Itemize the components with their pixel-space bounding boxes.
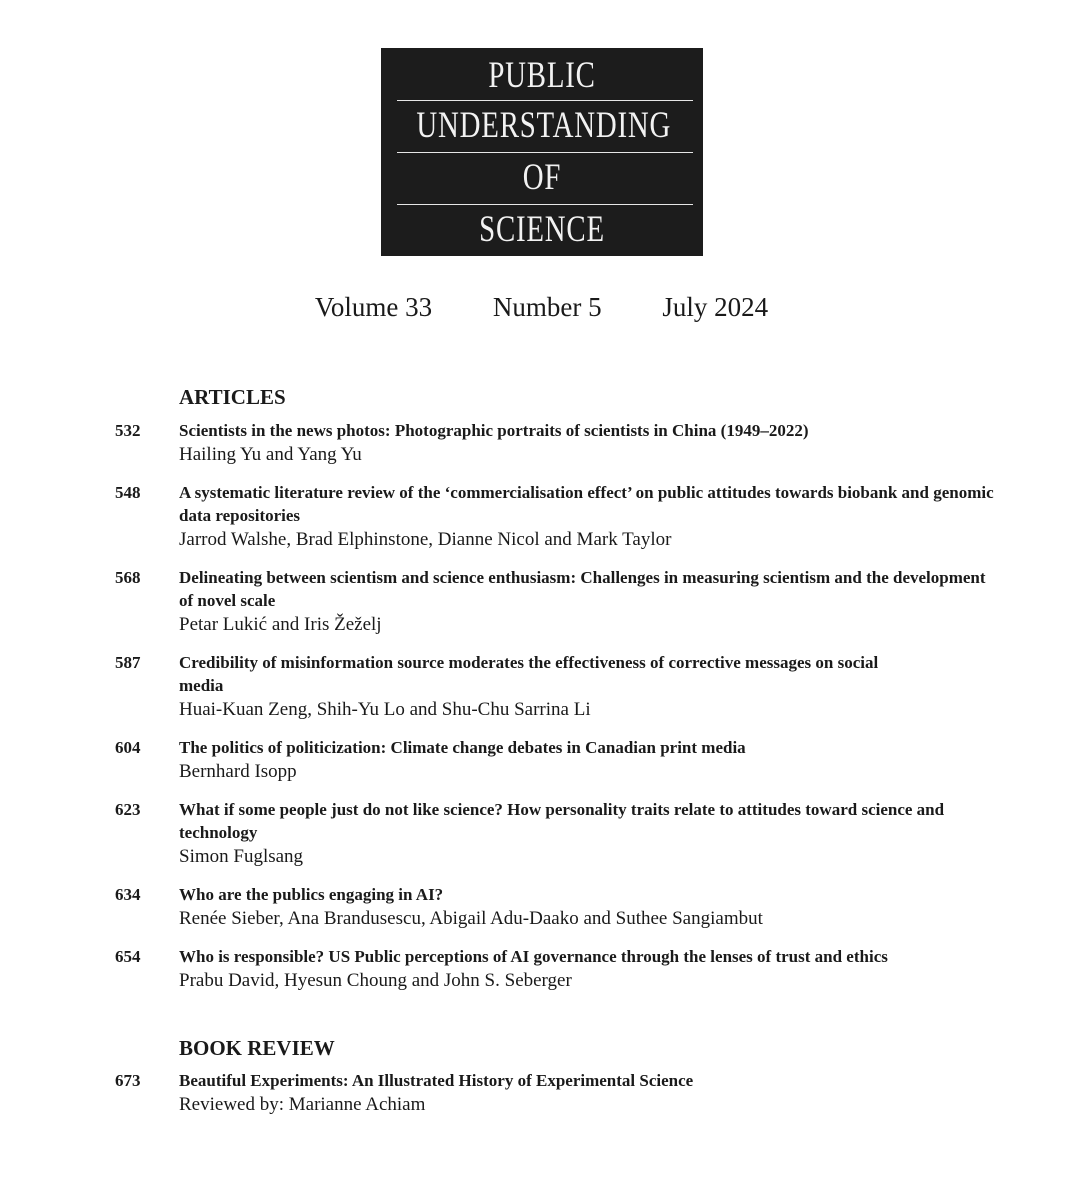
toc-entry xyxy=(115,566,995,637)
toc-entry xyxy=(115,419,995,467)
masthead-rule-2 xyxy=(397,152,693,153)
page-number: 604 xyxy=(115,738,141,757)
article-authors: Jarrod Walshe, Brad Elphinstone, Dianne Nicol and Mark Taylor xyxy=(179,529,672,550)
journal-masthead xyxy=(381,48,703,256)
page-number: 532 xyxy=(115,421,141,440)
article-title: Who is responsible? US Public perceptions of AI governance through the lenses of trust and ethics xyxy=(179,947,888,966)
article-title: A systematic literature review of the ‘commercialisation effect’ on public attitudes towards biobank and genomic data repositories xyxy=(179,483,994,525)
toc-entry xyxy=(115,651,995,722)
masthead-rule-1 xyxy=(397,100,693,101)
toc-entry xyxy=(115,883,995,931)
page-number: 654 xyxy=(115,947,141,966)
article-authors: Simon Fuglsang xyxy=(179,846,304,867)
article-authors: Prabu David, Hyesun Choung and John S. Seberger xyxy=(179,970,572,991)
masthead-line-of: OF xyxy=(522,157,562,198)
article-authors: Bernhard Isopp xyxy=(179,761,297,782)
toc-entry xyxy=(115,1069,995,1117)
article-title: Delineating between scientism and science enthusiasm: Challenges in measuring scientism and the development of novel scale xyxy=(179,568,986,610)
article-title: Scientists in the news photos: Photographic portraits of scientists in China (1949–2022) xyxy=(179,421,809,440)
masthead-line-public: PUBLIC xyxy=(488,55,596,96)
issue-volume: Volume 33 xyxy=(314,292,433,322)
masthead-rule-3 xyxy=(397,204,693,205)
toc-entry xyxy=(115,945,995,993)
issue-info xyxy=(0,290,1083,324)
issue-number: Number 5 xyxy=(492,292,602,322)
toc-entry xyxy=(115,798,995,869)
article-title: What if some people just do not like science? How personality traits relate to attitudes toward science and technology xyxy=(179,800,945,842)
page-number: 548 xyxy=(115,483,141,502)
page-number: 587 xyxy=(115,653,141,672)
article-title: Credibility of misinformation source moderates the effectiveness of corrective messages on social media xyxy=(179,653,879,695)
article-authors: Huai-Kuan Zeng, Shih-Yu Lo and Shu-Chu Sarrina Li xyxy=(179,699,591,720)
article-title: Who are the publics engaging in AI? xyxy=(179,885,444,904)
book-reviewer: Reviewed by: Marianne Achiam xyxy=(179,1094,426,1115)
masthead-line-science: SCIENCE xyxy=(479,209,605,250)
article-authors: Hailing Yu and Yang Yu xyxy=(179,444,362,465)
page-number: 634 xyxy=(115,885,141,904)
issue-date: July 2024 xyxy=(662,292,769,322)
book-title: Beautiful Experiments: An Illustrated History of Experimental Science xyxy=(179,1071,694,1090)
toc-entry xyxy=(115,481,995,552)
toc-entry xyxy=(115,736,995,784)
masthead-line-understanding: UNDERSTANDING xyxy=(416,105,672,146)
page-number: 623 xyxy=(115,800,141,819)
articles-heading: ARTICLES xyxy=(179,385,286,409)
page-number: 673 xyxy=(115,1071,141,1090)
book-review-heading: BOOK REVIEW xyxy=(179,1036,335,1060)
article-title: The politics of politicization: Climate change debates in Canadian print media xyxy=(179,738,746,757)
article-authors: Renée Sieber, Ana Brandusescu, Abigail Adu-Daako and Suthee Sangiambut xyxy=(179,908,763,929)
page-number: 568 xyxy=(115,568,141,587)
article-authors: Petar Lukić and Iris Žeželj xyxy=(179,614,382,635)
